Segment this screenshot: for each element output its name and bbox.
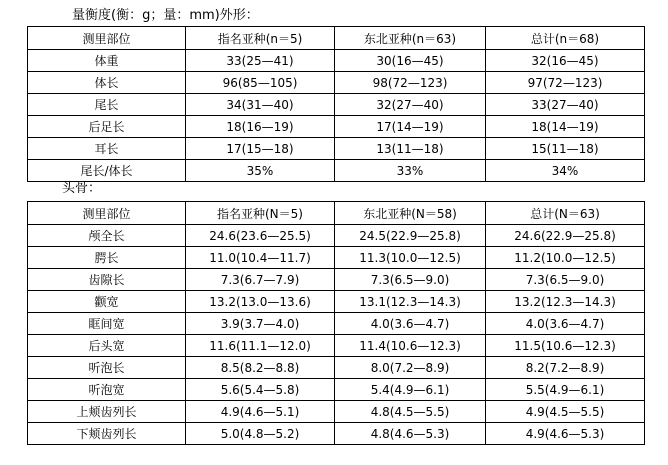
- measurement-value: 35%: [186, 160, 335, 182]
- measurement-value: 34(31—40): [186, 94, 335, 116]
- measurement-value: 7.3(6.5—9.0): [486, 269, 645, 291]
- table-row: [28, 160, 645, 182]
- table-row: [28, 50, 645, 72]
- measurement-value: 11.4(10.6—12.3): [335, 335, 486, 357]
- measurement-label: 尾长: [28, 94, 186, 116]
- table-row: [28, 225, 645, 247]
- measurement-label: 颅全长: [28, 225, 186, 247]
- table-row: [28, 379, 645, 401]
- measurement-value: 8.5(8.2—8.8): [186, 357, 335, 379]
- header-cell: 指名亚种(n＝5): [186, 27, 335, 50]
- measurement-value: 32(16—45): [486, 50, 645, 72]
- table-row: [28, 401, 645, 423]
- measurement-value: 11.3(10.0—12.5): [335, 247, 486, 269]
- table-row: [28, 269, 645, 291]
- table-row: [28, 247, 645, 269]
- measurement-value: 5.6(5.4—5.8): [186, 379, 335, 401]
- measurement-value: 4.9(4.6—5.3): [486, 423, 645, 445]
- header-cell: 总计(N＝63): [486, 202, 645, 225]
- measurement-value: 33(25—41): [186, 50, 335, 72]
- measurement-value: 5.5(4.9—6.1): [486, 379, 645, 401]
- measurement-label: 眶间宽: [28, 313, 186, 335]
- measurement-value: 11.5(10.6—12.3): [486, 335, 645, 357]
- measurement-value: 13(11—18): [335, 138, 486, 160]
- header-cell: 测里部位: [28, 202, 186, 225]
- header-cell: 东北亚种(N＝58): [335, 202, 486, 225]
- measurement-label: 听泡长: [28, 357, 186, 379]
- table-row: [28, 357, 645, 379]
- measurement-value: 13.2(12.3—14.3): [486, 291, 645, 313]
- table-header-row: [28, 202, 645, 225]
- table-row: [28, 94, 645, 116]
- measurement-label: 耳长: [28, 138, 186, 160]
- header-cell: 东北亚种(n＝63): [335, 27, 486, 50]
- measurement-value: 4.9(4.6—5.1): [186, 401, 335, 423]
- table-row: [28, 72, 645, 94]
- skull-measurements-table: [27, 201, 645, 445]
- section2-title: 头骨：: [62, 181, 102, 196]
- table-row: [28, 335, 645, 357]
- measurement-value: 4.0(3.6—4.7): [486, 313, 645, 335]
- header-cell: 测里部位: [28, 27, 186, 50]
- measurement-value: 33(27—40): [486, 94, 645, 116]
- measurement-value: 4.9(4.5—5.5): [486, 401, 645, 423]
- measurement-value: 4.0(3.6—4.7): [335, 313, 486, 335]
- measurement-value: 4.8(4.5—5.5): [335, 401, 486, 423]
- measurement-value: 24.6(22.9—25.8): [486, 225, 645, 247]
- measurement-value: 5.0(4.8—5.2): [186, 423, 335, 445]
- measurement-label: 上颊齿列长: [28, 401, 186, 423]
- measurement-value: 24.6(23.6—25.5): [186, 225, 335, 247]
- measurement-label: 后头宽: [28, 335, 186, 357]
- measurement-label: 体长: [28, 72, 186, 94]
- measurement-value: 17(14—19): [335, 116, 486, 138]
- measurement-value: 13.2(13.0—13.6): [186, 291, 335, 313]
- measurement-value: 13.1(12.3—14.3): [335, 291, 486, 313]
- measurement-value: 34%: [486, 160, 645, 182]
- measurement-value: 18(14—19): [486, 116, 645, 138]
- measurement-label: 颧宽: [28, 291, 186, 313]
- measurement-value: 15(11—18): [486, 138, 645, 160]
- measurement-value: 11.0(10.4—11.7): [186, 247, 335, 269]
- measurement-value: 3.9(3.7—4.0): [186, 313, 335, 335]
- measurement-value: 11.2(10.0—12.5): [486, 247, 645, 269]
- measurement-value: 98(72—123): [335, 72, 486, 94]
- table-row: [28, 116, 645, 138]
- table-header-row: [28, 27, 645, 50]
- measurement-value: 17(15—18): [186, 138, 335, 160]
- measurement-value: 96(85—105): [186, 72, 335, 94]
- measurement-label: 腭长: [28, 247, 186, 269]
- measurement-label: 齿隙长: [28, 269, 186, 291]
- table-row: [28, 423, 645, 445]
- section1-title: 量衡度(衡：g；量：mm)外形：: [72, 8, 259, 23]
- table-row: [28, 291, 645, 313]
- table-row: [28, 138, 645, 160]
- measurement-value: 24.5(22.9—25.8): [335, 225, 486, 247]
- measurement-value: 7.3(6.5—9.0): [335, 269, 486, 291]
- header-cell: 指名亚种(N＝5): [186, 202, 335, 225]
- measurement-value: 7.3(6.7—7.9): [186, 269, 335, 291]
- table-row: [28, 313, 645, 335]
- measurement-label: 尾长/体长: [28, 160, 186, 182]
- measurement-value: 32(27—40): [335, 94, 486, 116]
- measurement-value: 4.8(4.6—5.3): [335, 423, 486, 445]
- header-cell: 总计(n＝68): [486, 27, 645, 50]
- measurement-value: 11.6(11.1—12.0): [186, 335, 335, 357]
- external-measurements-table: [27, 26, 645, 182]
- measurement-value: 18(16—19): [186, 116, 335, 138]
- measurement-value: 8.2(7.2—8.9): [486, 357, 645, 379]
- measurement-value: 5.4(4.9—6.1): [335, 379, 486, 401]
- measurement-label: 后足长: [28, 116, 186, 138]
- measurement-label: 下颊齿列长: [28, 423, 186, 445]
- measurement-label: 听泡宽: [28, 379, 186, 401]
- measurement-label: 体重: [28, 50, 186, 72]
- measurement-value: 8.0(7.2—8.9): [335, 357, 486, 379]
- measurement-value: 33%: [335, 160, 486, 182]
- measurement-value: 97(72—123): [486, 72, 645, 94]
- measurement-value: 30(16—45): [335, 50, 486, 72]
